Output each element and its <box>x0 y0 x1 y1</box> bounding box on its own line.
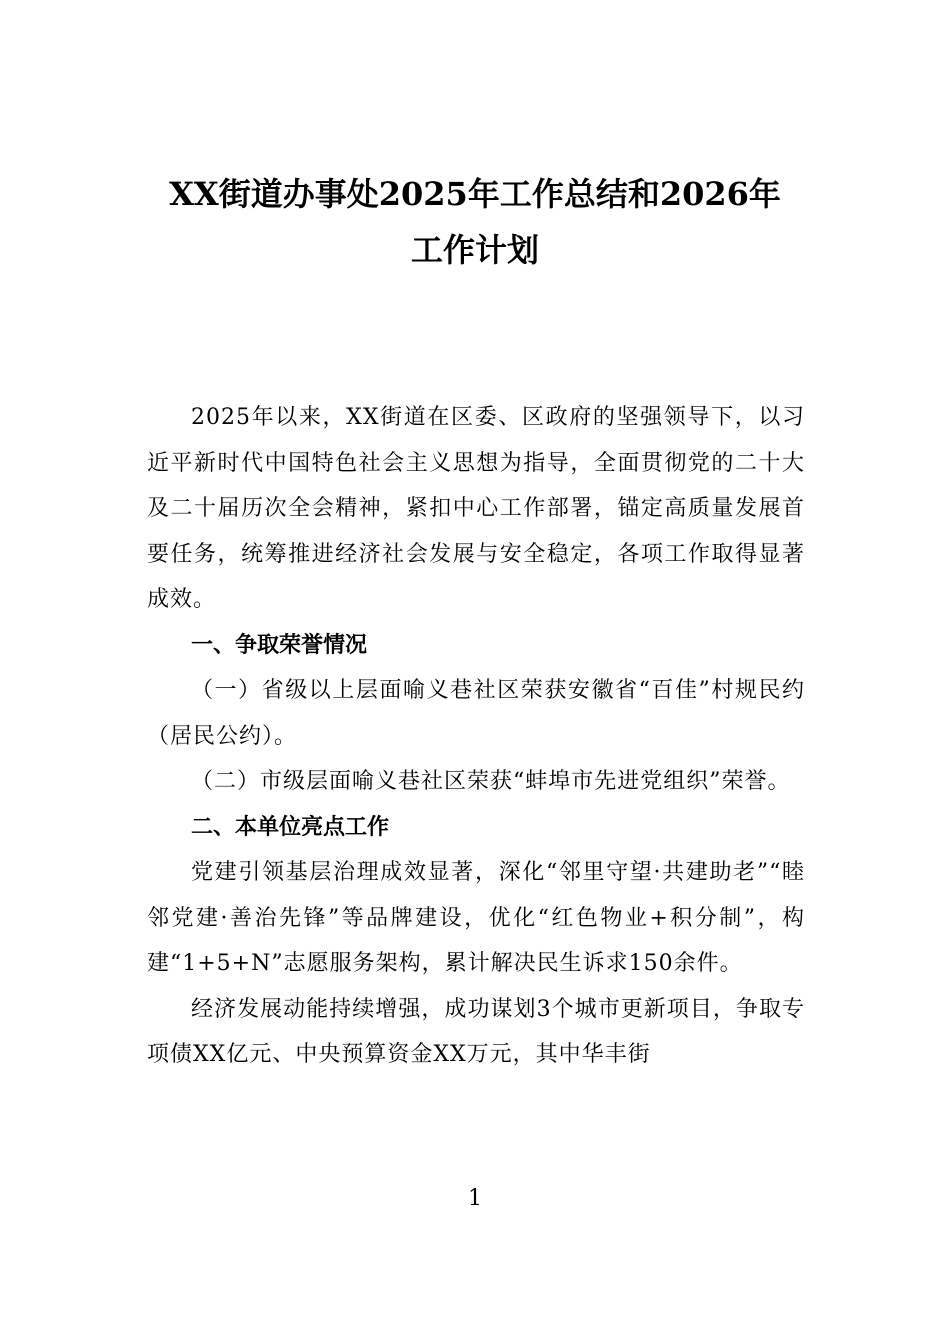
section-heading-highlights: 二、本单位亮点工作 <box>191 814 390 840</box>
document-body <box>147 395 805 1078</box>
document-title <box>120 166 830 278</box>
intro-paragraph: 2025年以来，XX街道在区委、区政府的坚强领导下，以习近平新时代中国特色社会主义思想为指导，全面贯彻党的二十大及二十届历次全会精神，紧扣中心工作部署，锚定高质量发展首要任务，统筹推进经济社会发展与安全稳定，各项工作取得显著成效。 <box>147 405 805 612</box>
highlight-paragraph-economy: 经济发展动能持续增强，成功谋划3个城市更新项目，争取专项债XX亿元、中央预算资金XX万元，其中华丰街 <box>147 996 805 1067</box>
title-line-1: XX街道办事处2025年工作总结和2026年 <box>169 175 781 213</box>
highlight-paragraph-party: 党建引领基层治理成效显著，深化“邻里守望·共建助老”“睦邻党建·善治先锋”等品牌建设，优化“红色物业+积分制”，构建“1+5+N”志愿服务架构，累计解决民生诉求150余件。 <box>147 860 805 976</box>
section-heading-honors: 一、争取荣誉情况 <box>191 632 368 658</box>
honor-item-provincial: （一）省级以上层面喻义巷社区荣获安徽省“百佳”村规民约（居民公约）。 <box>147 678 805 749</box>
honor-item-municipal: （二）市级层面喻义巷社区荣获“蚌埠市先进党组织”荣誉。 <box>191 769 791 794</box>
page-number: 1 <box>468 1186 482 1211</box>
title-line-2: 工作计划 <box>410 231 539 269</box>
